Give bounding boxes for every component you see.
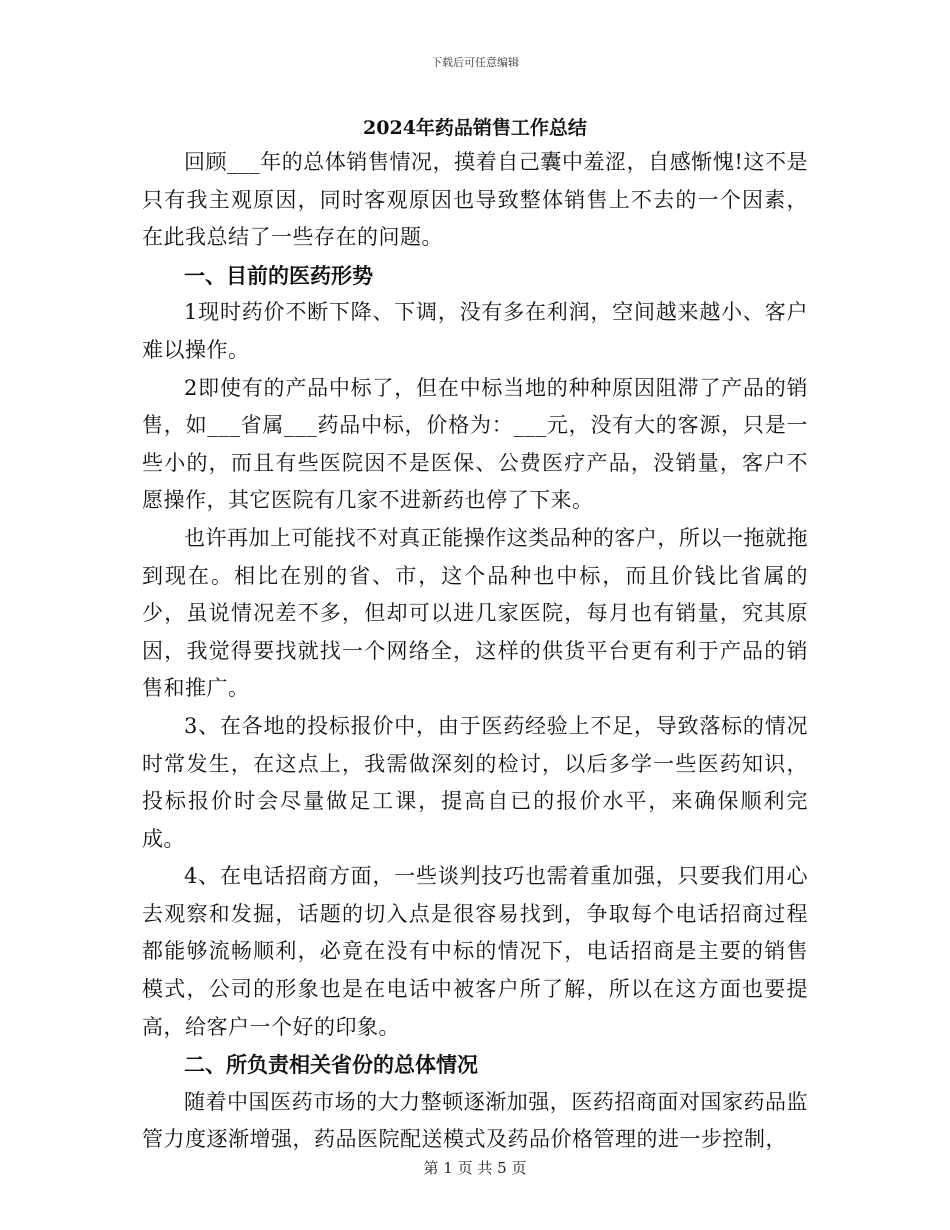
paragraph-point-4: 4、在电话招商方面，一些谈判技巧也需着重加强，只要我们用心去观察和发掘，话题的切入点是很容易找到，争取每个电话招商过程都能够流畅顺利，必竟在没有中标的情况下，电话招商是主要的销售模式，公司的形象也是在电话中被客户所了解，所以在这方面也要提高，给客户一个好的印象。 [142, 864, 808, 1039]
document-title: 2024年药品销售工作总结 [363, 117, 587, 139]
document-body [142, 112, 808, 1159]
page-footer: 第 1 页 共 5 页 [423, 1159, 527, 1177]
paragraph-intro: 回顾___年的总体销售情况，摸着自己囊中羞涩，自感惭愧!这不是只有我主观原因，同时客观原因也导致整体销售上不去的一个因素，在此我总结了一些存在的问题。 [142, 150, 808, 250]
paragraph-point-2-continued: 也许再加上可能找不对真正能操作这类品种的客户，所以一拖就拖到现在。相比在别的省、市，这个品种也中标，而且价钱比省属的少，虽说情况差不多，但却可以进几家医院，每月也有销量，究其原因，我觉得要找就找一个网络全，这样的供货平台更有利于产品的销售和推广。 [142, 525, 808, 701]
section-heading-2: 二、所负责相关省份的总体情况 [184, 1052, 478, 1078]
page-header: 下载后可任意编辑 [431, 56, 519, 69]
section-heading-1: 一、目前的医药形势 [184, 262, 373, 288]
paragraph-point-2: 2即使有的产品中标了，但在中标当地的种种原因阻滞了产品的销售，如___省属___药品中标，价格为：___元，没有大的客源，只是一些小的，而且有些医院因不是医保、公费医疗产品，没销量，客户不愿操作，其它医院有几家不进新药也停了下来。 [142, 375, 808, 513]
paragraph-point-3: 3、在各地的投标报价中，由于医药经验上不足，导致落标的情况时常发生，在这点上，我需做深刻的检讨，以后多学一些医药知识，投标报价时会尽量做足工课，提高自已的报价水平，来确保顺利完成。 [142, 713, 808, 851]
paragraph-section-2: 随着中国医药市场的大力整顿逐渐加强，医药招商面对国家药品监管力度逐渐增强，药品医院配送模式及药品价格管理的进一步控制， [142, 1089, 808, 1152]
paragraph-point-1: 1现时药价不断下降、下调，没有多在利润，空间越来越小、客户难以操作。 [142, 300, 808, 362]
